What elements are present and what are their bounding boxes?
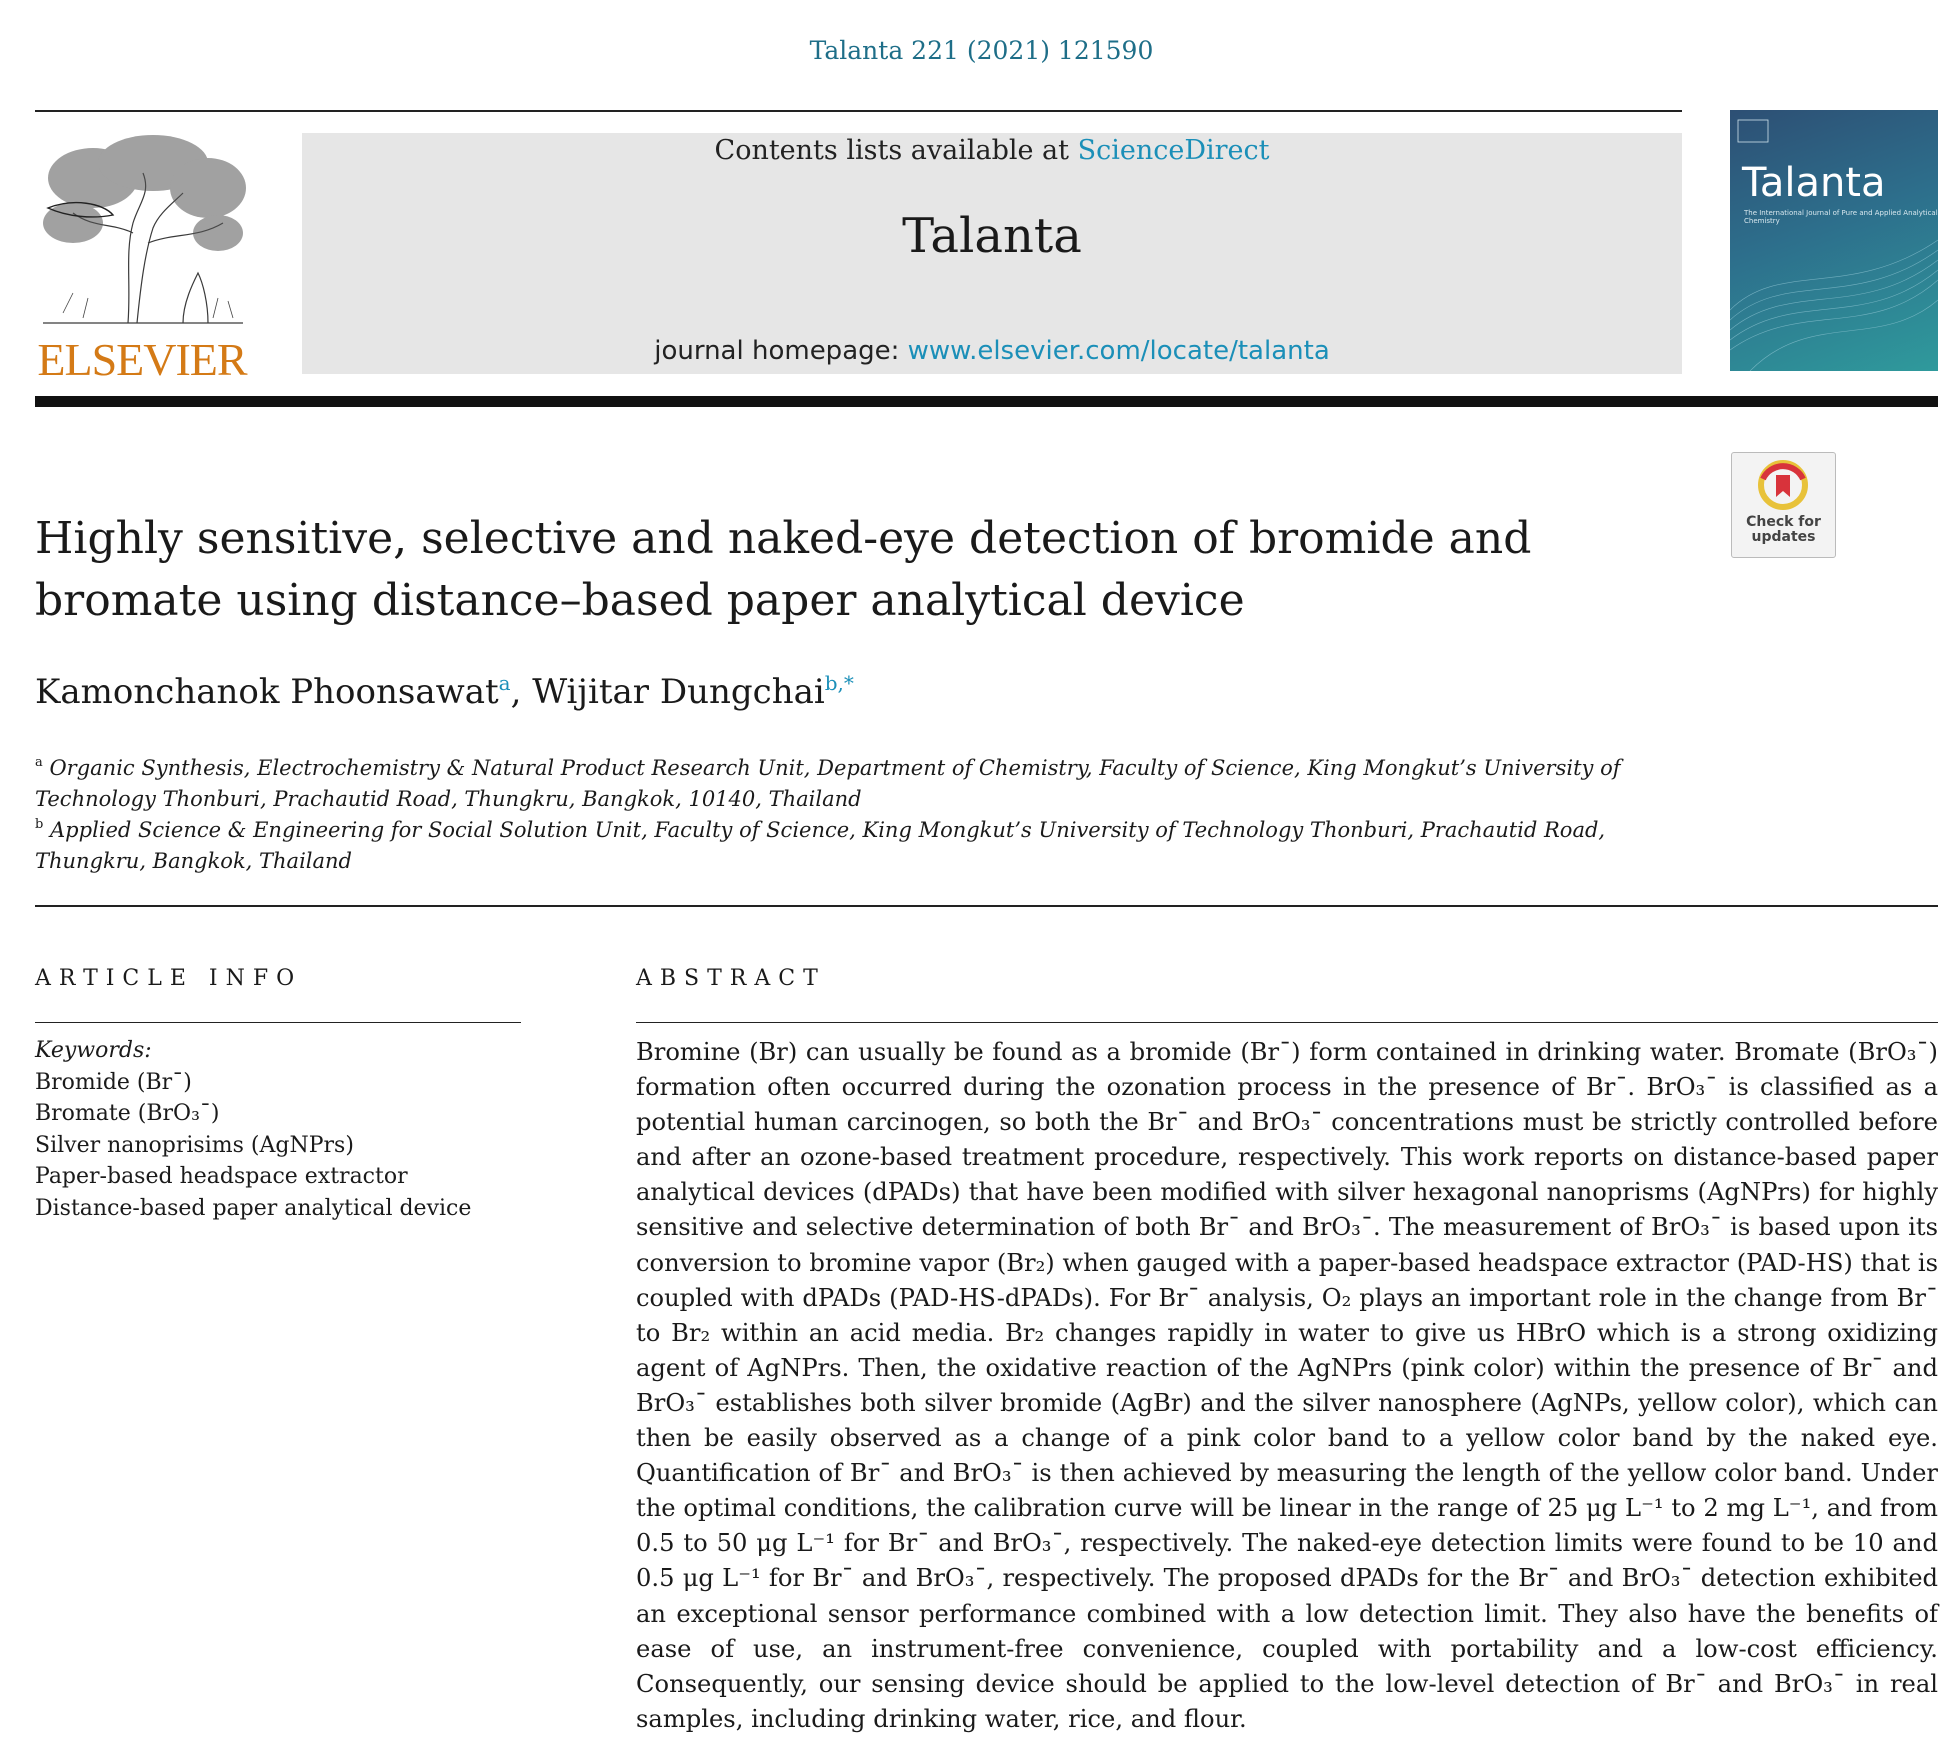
author-affiliation-mark[interactable]: a xyxy=(498,671,511,695)
check-updates-icon xyxy=(1732,453,1835,515)
cover-wave-graphic xyxy=(1730,110,1938,371)
elsevier-tree-icon xyxy=(33,133,251,329)
affiliation-text: Organic Synthesis, Electrochemistry & Natural Product Research Unit, Department of Chemistry, Faculty of Science, King Mongkut’s University of Technology Thonburi, Prachautid Road, Thungkru, Bangkok, 10140, Thailand xyxy=(35,756,1621,811)
journal-banner xyxy=(302,133,1682,374)
affiliation-mark: a xyxy=(35,755,43,770)
abstract-text: Bromine (Br) can usually be found as a bromide (Br¯) form contained in drinking water. Bromate (BrO₃¯) formation often occurred during the ozonation process in the presence of Br¯. BrO₃¯ is classified as a potential human carcinogen, so both the Br¯ and BrO₃¯ concentrations must be strictly controlled before and after an ozone-based treatment procedure, respectively. This work reports on distance-based paper analytical devices (dPADs) that have been modified with silver hexagonal nanoprisms (AgNPrs) for highly sensitive and selective determination of both Br¯ and BrO₃¯. The measurement of BrO₃¯ is based upon its conversion to bromine vapor (Br₂) when gauged with a paper-based headspace extractor (PAD-HS) that is coupled with dPADs (PAD-HS-dPADs). For Br¯ analysis, O₂ plays an important role in the change from Br¯ to Br₂ within an acid media. Br₂ changes rapidly in water to give us HBrO which is a strong oxidizing agent of AgNPrs. Then, the oxidative reaction of the AgNPrs (pink color) within the presence of Br¯ and BrO₃¯ establishes both silver bromide (AgBr) and the silver nanosphere (AgNPs, yellow color), which can then be easily observed as a change of a pink color band to a yellow color band by the naked eye. Quantification of Br¯ and BrO₃¯ is then achieved by measuring the length of the yellow color band. Under the optimal conditions, the calibration curve will be linear in the range of 25 μg L⁻¹ to 2 mg L⁻¹, and from 0.5 to 50 μg L⁻¹ for Br¯ and BrO₃¯, respectively. The naked-eye detection limits were found to be 10 and 0.5 μg L⁻¹ for Br¯ and BrO₃¯, respectively. The proposed dPADs for the Br¯ and BrO₃¯ detection exhibited an exceptional sensor performance combined with a low detection limit. They also have the benefits of ease of use, an instrument-free convenience, coupled with portability and a low-cost efficiency. Consequently, our sensing device should be applied to the low-level detection of Br¯ and BrO₃¯ in real samples, including drinking water, rice, and flour. xyxy=(636,1038,1938,1733)
affiliation-mark: b xyxy=(35,817,44,832)
affiliation-bottom-rule xyxy=(35,905,1938,907)
elsevier-logo xyxy=(33,133,251,385)
affiliation-text: Applied Science & Engineering for Social Solution Unit, Faculty of Science, King Mongkut’s University of Technology Thonburi, Prachautid Road, Thungkru, Bangkok, Thailand xyxy=(35,818,1606,873)
abstract-rule xyxy=(636,1022,1938,1023)
cover-title: Talanta xyxy=(1742,160,1886,206)
affiliation-b xyxy=(35,809,1685,877)
journal-name: Talanta xyxy=(902,208,1082,264)
header-bottom-rule xyxy=(35,396,1938,407)
elsevier-wordmark: ELSEVIER xyxy=(37,334,247,385)
article-title: Highly sensitive, selective and naked-eye detection of bromide and bromate using distance–based paper analytical device xyxy=(35,513,1532,626)
keyword-item: Bromide (Br¯) xyxy=(35,1069,192,1095)
check-updates-label: Check for updates xyxy=(1746,514,1821,545)
homepage-link[interactable]: www.elsevier.com/locate/talanta xyxy=(907,336,1330,366)
sciencedirect-link[interactable]: ScienceDirect xyxy=(1077,135,1270,166)
contents-line xyxy=(302,135,1682,166)
keyword-item: Paper-based headspace extractor xyxy=(35,1164,408,1189)
author-affiliation-mark[interactable]: b,* xyxy=(824,671,854,695)
keyword-item: Distance-based paper analytical device xyxy=(35,1195,472,1221)
check-for-updates-button[interactable] xyxy=(1731,452,1836,558)
cover-subtitle: The International Journal of Pure and Applied Analytical Chemistry xyxy=(1744,209,1938,225)
article-info-rule xyxy=(35,1022,521,1023)
abstract-heading: ABSTRACT xyxy=(636,966,826,991)
keyword-item: Silver nanoprisims (AgNPrs) xyxy=(35,1132,354,1158)
header-top-rule xyxy=(35,110,1682,112)
homepage-prefix: journal homepage: xyxy=(654,336,908,366)
author-separator: , xyxy=(510,672,533,712)
keywords-label: Keywords: xyxy=(35,1038,152,1063)
affiliation-a xyxy=(35,747,1685,815)
article-info-heading: ARTICLE INFO xyxy=(35,966,303,991)
journal-reference[interactable]: Talanta 221 (2021) 121590 xyxy=(809,36,1154,65)
author-name[interactable]: Wijitar Dungchai xyxy=(532,672,825,712)
author-list xyxy=(35,671,854,712)
contents-prefix: Contents lists available at xyxy=(714,135,1078,166)
author-name[interactable]: Kamonchanok Phoonsawat xyxy=(35,672,499,712)
journal-homepage-line xyxy=(302,336,1682,366)
keyword-item: Bromate (BrO₃¯) xyxy=(35,1101,220,1126)
keywords-block xyxy=(35,1035,515,1224)
journal-cover-image[interactable] xyxy=(1730,110,1938,371)
